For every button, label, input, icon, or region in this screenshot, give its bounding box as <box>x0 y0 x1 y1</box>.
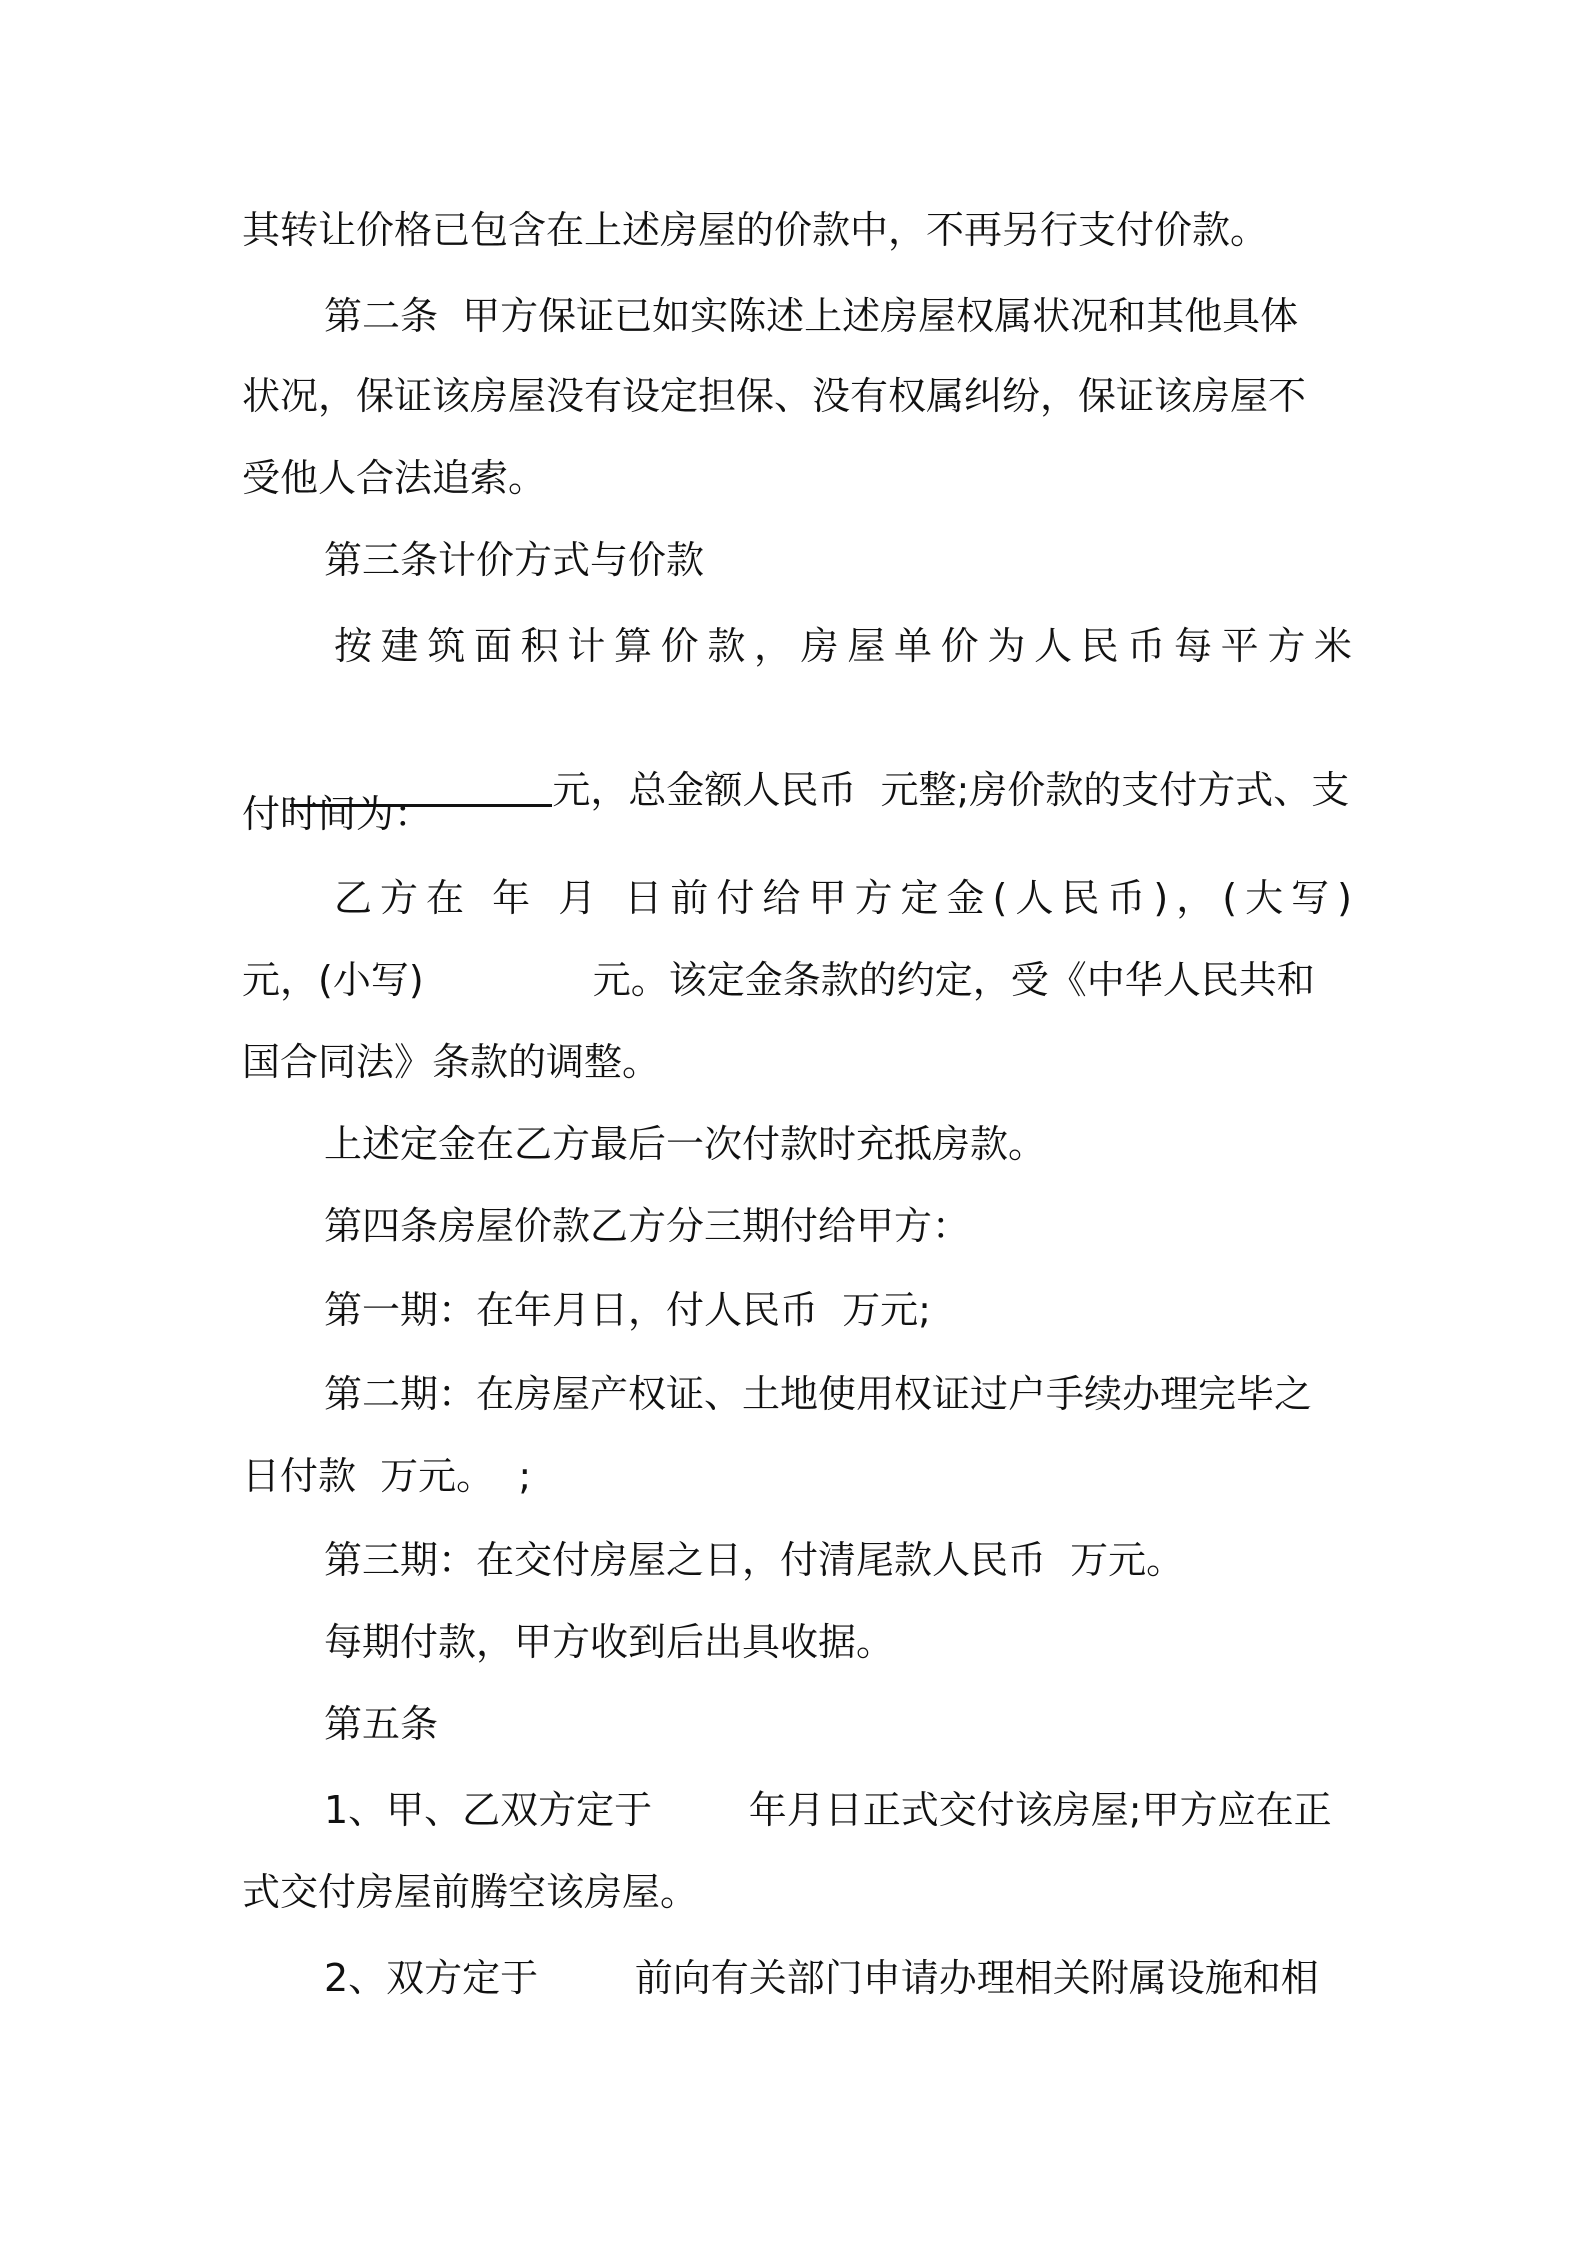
paragraph-line: 元，(小写) 元。该定金条款的约定，受《中华人民共和 <box>242 958 1315 1002</box>
article-2-heading-line: 第二条 甲方保证已如实陈述上述房屋权属状况和其他具体 <box>324 294 1299 338</box>
paragraph-line: 其转让价格已包含在上述房屋的价款中，不再另行支付价款。 <box>242 208 1269 252</box>
paragraph-line: 式交付房屋前腾空该房屋。 <box>242 1870 699 1914</box>
paragraph-line: 状况，保证该房屋没有设定担保、没有权属纠纷，保证该房屋不 <box>242 374 1307 418</box>
paragraph-line: 受他人合法追索。 <box>242 456 547 500</box>
paragraph-line: 上述定金在乙方最后一次付款时充抵房款。 <box>324 1122 1047 1166</box>
article-4-heading: 第四条房屋价款乙方分三期付给甲方： <box>324 1204 971 1248</box>
paragraph-line: 日付款 万元。 ; <box>242 1454 532 1498</box>
installment-2: 第二期：在房屋产权证、土地使用权证过户手续办理完毕之 <box>324 1372 1313 1416</box>
paragraph-line: 国合同法》条款的调整。 <box>242 1040 661 1084</box>
clause-5-1: 1、甲、乙双方定于 年月日正式交付该房屋;甲方应在正 <box>324 1788 1332 1832</box>
article-5-heading: 第五条 <box>324 1702 439 1746</box>
deposit-line: 乙方在 年 月 日前付给甲方定金(人民币)，(大写) <box>334 876 1352 920</box>
installment-1: 第一期：在年月日，付人民币 万元; <box>324 1288 931 1332</box>
article-3-heading: 第三条计价方式与价款 <box>324 538 705 582</box>
paragraph-line: 按建筑面积计算价款，房屋单价为人民币每平方米 <box>334 624 1352 668</box>
unit-price-text: 元，总金额人民币 元整;房价款的支付方式、支 <box>552 768 1350 812</box>
clause-5-2: 2、双方定于 前向有关部门申请办理相关附属设施和相 <box>324 1956 1319 2000</box>
paragraph-line: 每期付款，甲方收到后出具收据。 <box>324 1620 895 1664</box>
unit-price-line <box>242 700 1352 812</box>
installment-3: 第三期：在交付房屋之日，付清尾款人民币 万元。 <box>324 1538 1185 1582</box>
paragraph-line: 付时间为： <box>242 792 433 836</box>
